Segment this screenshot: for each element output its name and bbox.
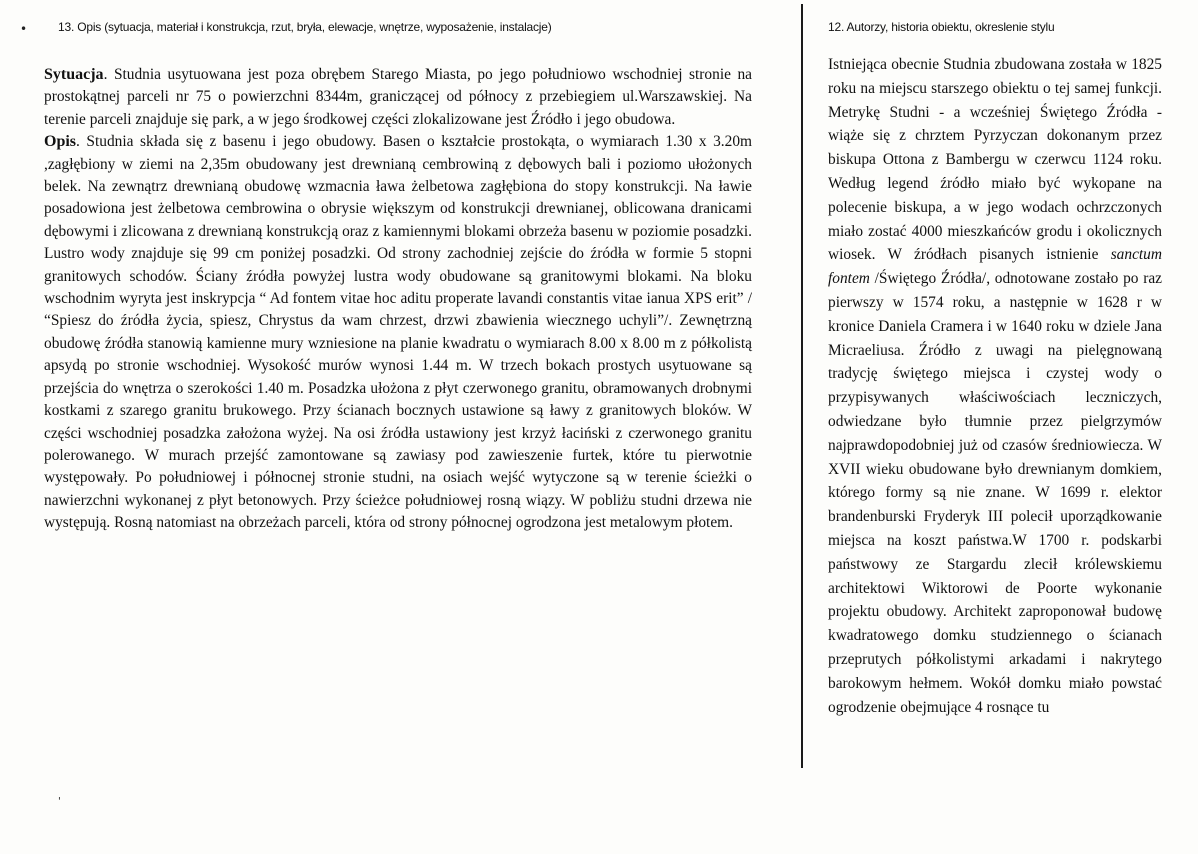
left-column-body [44, 64, 752, 535]
history-paragraph [828, 53, 1162, 719]
sytuacja-text: . Studnia usytuowana jest poza obrębem Starego Miasta, po jego południowo wschodniej stronie na prostokątnej parceli nr 75 o powierzchni 8344m, graniczącej od północy z przebiegiem ul.Warszawskiej. Na terenie parceli znajduje się park, a w jego środkowej części zlokalizowane jest Źródło i jego obudowa. [44, 66, 752, 128]
right-column-body [828, 53, 1162, 719]
column-divider [801, 4, 803, 768]
history-text-part2: /Świętego Źródła/, odnotowane zostało po raz pierwszy w 1574 roku, a następnie w 1628 r w kronice Daniela Cramera i w 1640 roku w dziele Jana Micraeliusa. Źródło z uwagi na pielęgnowaną tradycję świętego miejsca i czystej wody o przypisywanych właściwościach leczniczych, odwiedzane było tłumnie przez pielgrzymów najprawdopodobniej już od czasów średniowiecza. W XVII wieku obudowane było drewnianym domkiem, którego formy są nie znane. W 1699 r. elektor brandenburski Fryderyk III polecił uporządkowanie miejsca na koszt państwa.W 1700 r. podskarbi państwowy ze Stargardu zlecił królewskiemu architektowi Wiktorowi de Poorte wykonanie projektu obudowy. Architekt zaproponował budowę kwadratowego domku studziennego o ścianach przeprutych półkolistymi arkadami i nakrytego barokowym hełmem. Wokół domku miało powstać ogrodzenie obejmujące 4 rosnące tu [828, 270, 1162, 716]
history-italic-latin: sanctum fontem [828, 246, 1162, 288]
margin-mark: • [20, 22, 28, 36]
right-column-header: 12. Autorzy, historia obiektu, okreslenie stylu [828, 20, 1055, 34]
left-column-header: 13. Opis (sytuacja, materiał i konstrukcja, rzut, bryła, elewacje, wnętrze, wyposażenie, instalacje) [58, 20, 552, 34]
history-text-part1: Istniejąca obecnie Studnia zbudowana została w 1825 roku na miejscu starszego obiektu o tej samej funkcji. Metrykę Studni - a wcześniej Świętego Źródła - wiąże się z chrztem Pyrzyczan dokonanym przez biskupa Ottona z Bambergu w czerwcu 1124 roku. Według legend źródło miało być wykopane na polecenie biskupa, a w jego wodach ochrzczonych miało zostać 4000 mieszkańców grodu i okolicznych wiosek. W źródłach pisanych istnienie [828, 56, 1162, 264]
sytuacja-paragraph [44, 64, 752, 131]
margin-mark-bottom: ' [58, 796, 61, 807]
opis-paragraph [44, 131, 752, 534]
opis-label: Opis [44, 133, 77, 151]
sytuacja-label: Sytuacja [44, 66, 104, 83]
opis-text: . Studnia składa się z basenu i jego obudowy. Basen o kształcie prostokąta, o wymiarach 1.30 x 3.20m ,zagłębiony w ziemi na 2,35m obudowany jest drewnianą cembrowiną z dębowych bali i poziomo ułożonych belek. Na zewnątrz drewnianą obudowę wzmacnia ława żelbetowa zagłębiona do stopy konstrukcji. Na ławie posadowiona jest żelbetowa cembrowina o obrysie większym od konstrukcji drewnianej, oblicowana dranicami dębowymi i zlicowana z drewnianą konstrukcją oraz z kamiennymi blokami obrzeża basenu w poziomie posadzki. Lustro wody znajduje się 99 cm poniżej posadzki. Od strony zachodniej zejście do źródła w formie 5 stopni granitowych schodów. Ściany źródła powyżej lustra wody obudowane są granitowymi blokami. Na bloku wschodnim wyryta jest inskrypcja “ Ad fontem vitae hoc aditu properate lavandi constantis vitae ianua XPS erit” / “Spiesz do źródła życia, spiesz, Chrystus da wam chrzest, drzwi zbawienia wiecznego uchyli”/. Zewnętrzną obudowę źródła stanowią kamienne mury wzniesione na planie kwadratu o wymiarach 8.00 x 8.00 m z półkolistą apsydą po stronie wschodniej. Wysokość murów wynosi 1.44 m. W trzech bokach prostych usytuowane są przejścia do wnętrza o szerokości 1.40 m. Posadzka ułożona z płyt czerwonego granitu, obramowanych drobnymi kostkami z szarego granitu brukowego. Przy ścianach bocznych ustawione są ławy z granitowych bloków. W części wschodniej posadzka założona wyżej. Na osi źródła ustawiony jest krzyż łaciński z czerwonego granitu polerowanego. W murach przejść zamontowane są zawiasy pod zawieszenie furtek, które tu pierwotnie występowały. Po południowej i północnej stronie studni, na osiach wejść wytyczone są w terenie ścieżki o nawierzchni wykonanej z płyt betonowych. Przy ścieżce południowej rosną wiązy. W pobliżu studni drzewa nie występują. Rosną natomiast na obrzeżach parceli, która od strony północnej ogrodzona jest metalowym płotem. [44, 133, 752, 532]
